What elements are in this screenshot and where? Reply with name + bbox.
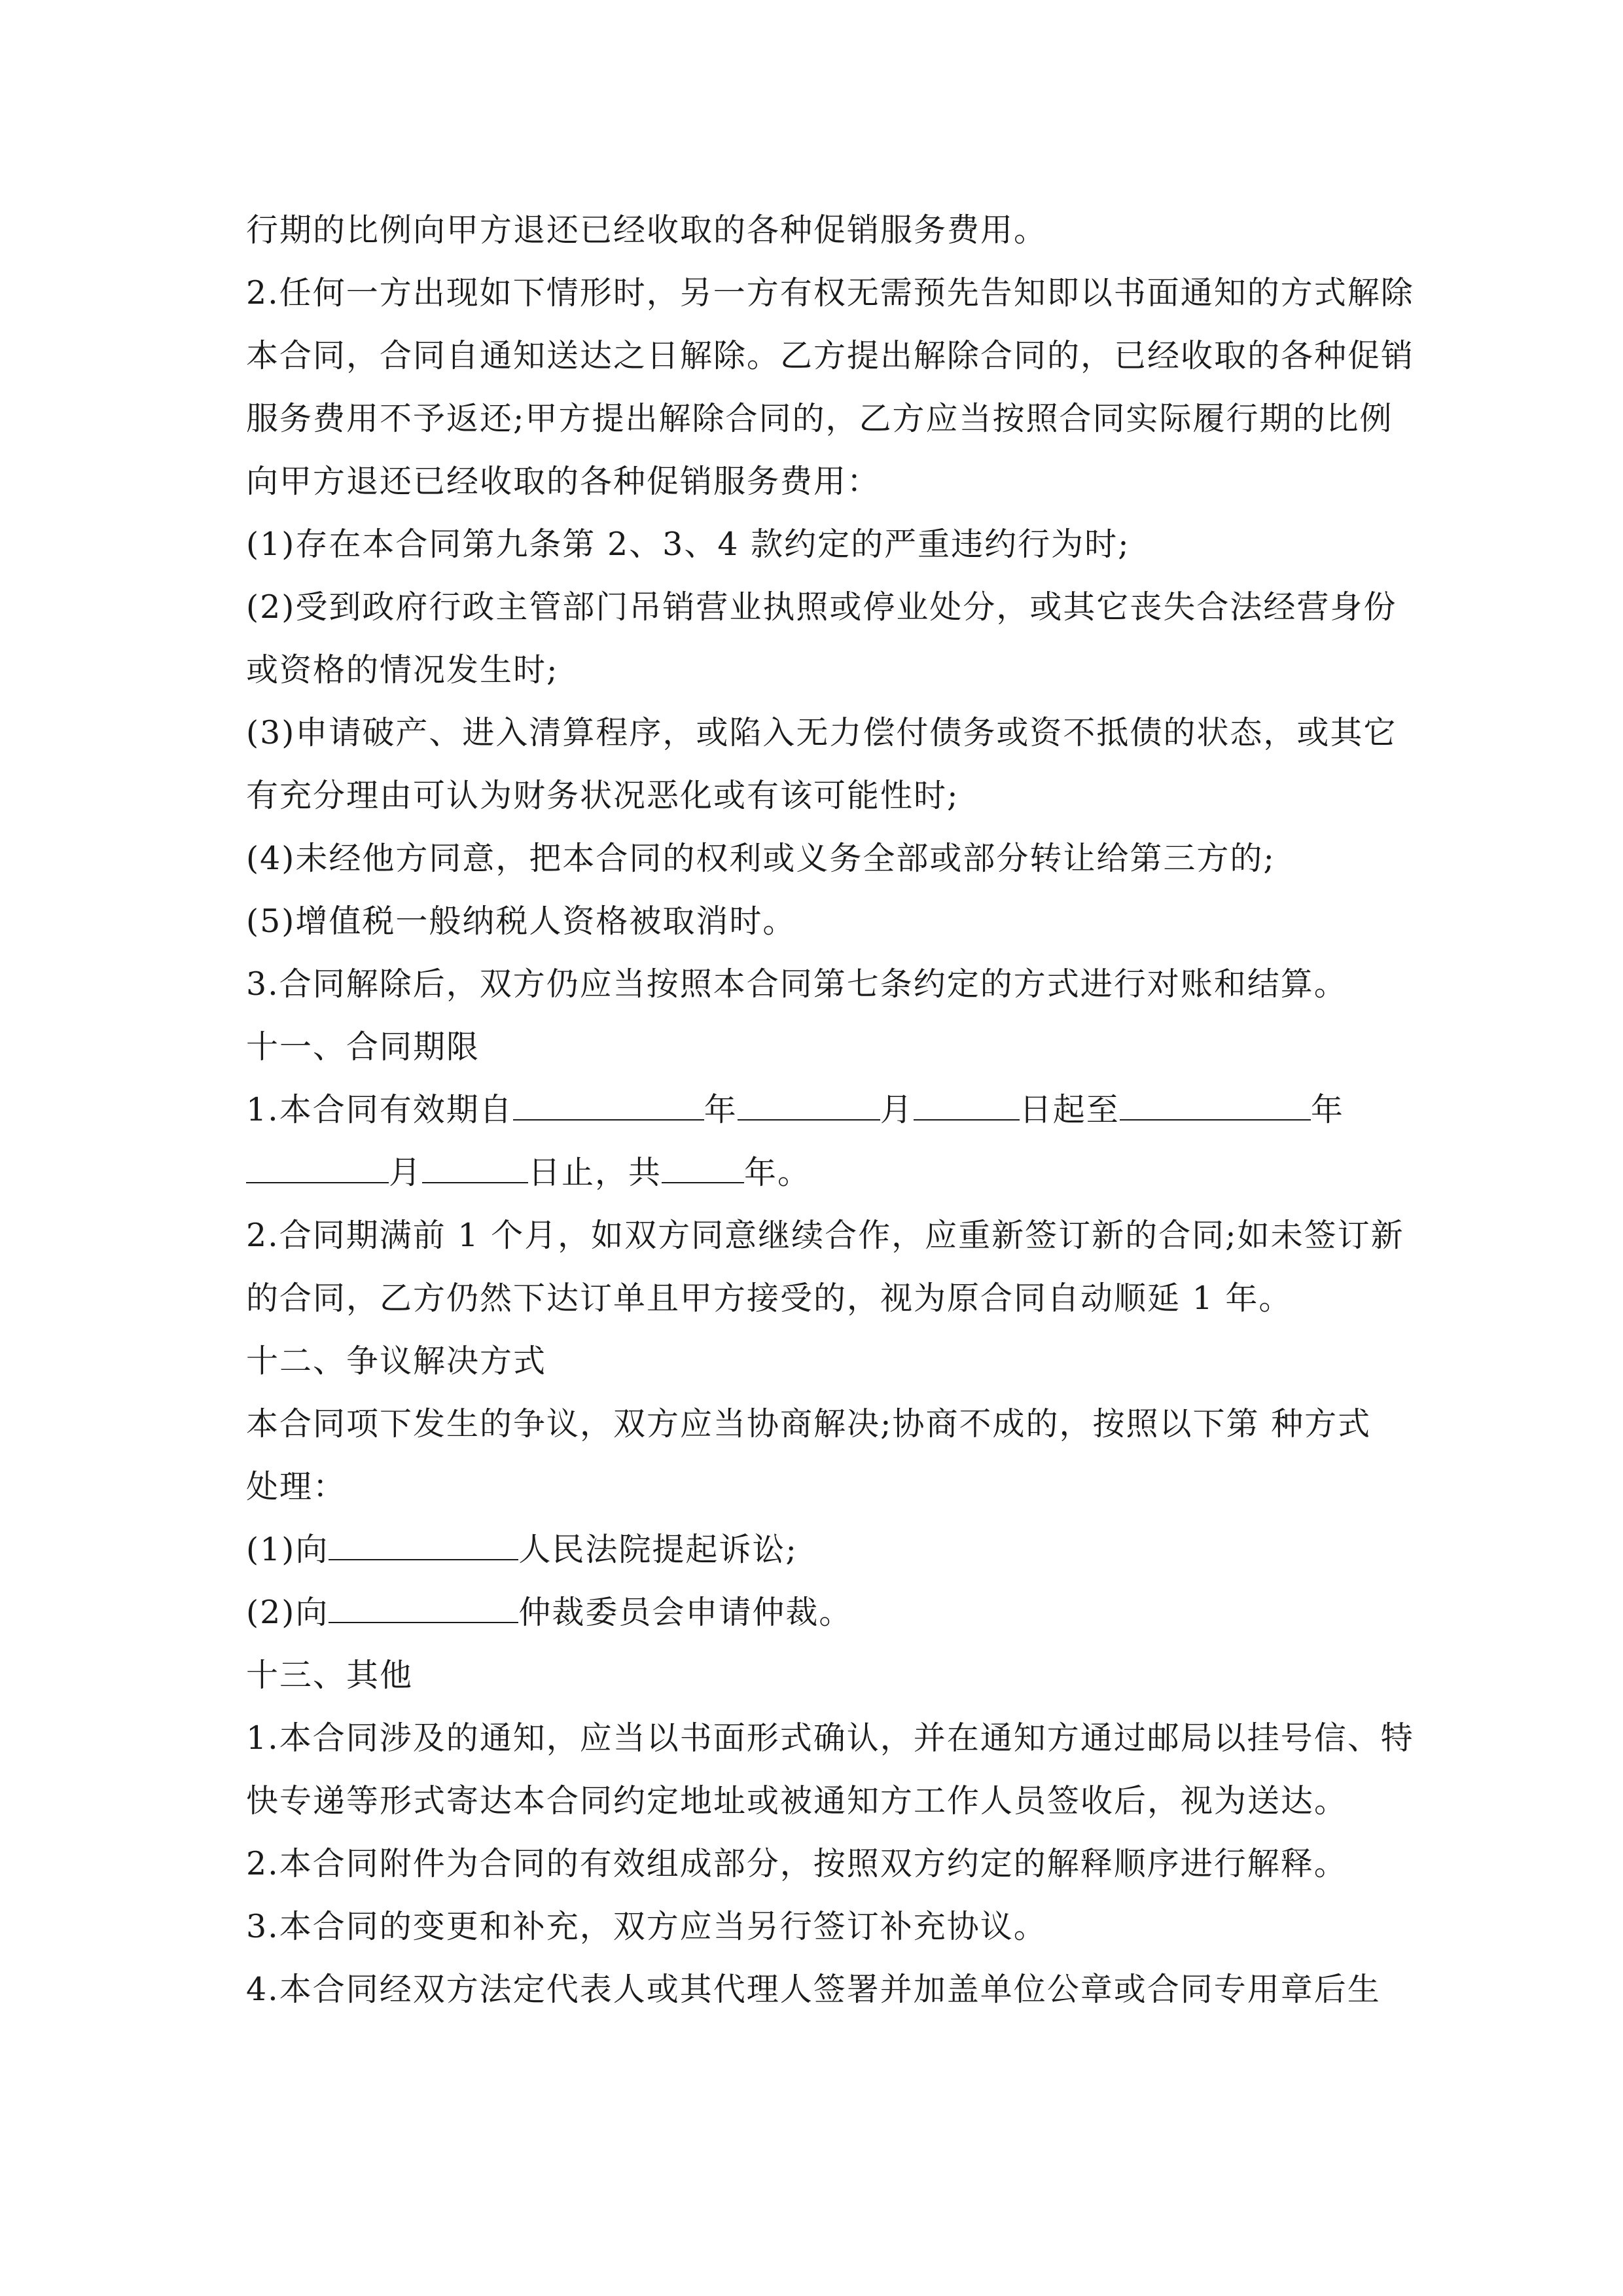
text-line: (4)未经他方同意，把本合同的权利或义务全部或部分转让给第三方的;	[246, 840, 1275, 877]
text-line: 2.合同期满前 1 个月，如双方同意继续合作，应重新签订新的合同;如未签订新	[246, 1217, 1404, 1254]
text-line: (3)申请破产、进入清算程序，或陷入无力偿付债务或资不抵债的状态，或其它	[246, 714, 1397, 751]
term-text: 日起至	[1019, 1091, 1120, 1128]
section-heading: 十一、合同期限	[246, 1028, 480, 1066]
start-month-blank[interactable]	[738, 1089, 880, 1121]
text-line: 快专递等形式寄达本合同约定地址或被通知方工作人员签收后，视为送达。	[246, 1782, 1348, 1820]
term-text: 日止，共	[528, 1154, 662, 1191]
term-text: 年	[1310, 1091, 1344, 1128]
end-year-blank[interactable]	[1120, 1089, 1311, 1121]
arbitration-text: (2)向	[246, 1594, 329, 1631]
arbitration-text: 仲裁委员会申请仲裁。	[518, 1594, 853, 1631]
court-text: (1)向	[246, 1531, 329, 1568]
text-line: 2.本合同附件为合同的有效组成部分，按照双方约定的解释顺序进行解释。	[246, 1845, 1347, 1882]
text-line: 向甲方退还已经收取的各种促销服务费用：	[246, 463, 881, 500]
court-text: 人民法院提起诉讼;	[518, 1531, 798, 1568]
term-text: 月	[880, 1091, 914, 1128]
term-line-1	[246, 1083, 1344, 1138]
text-line: 2.任何一方出现如下情形时，另一方有权无需预先告知即以书面通知的方式解除	[246, 274, 1414, 312]
text-line: 服务费用不予返还;甲方提出解除合同的，乙方应当按照合同实际履行期的比例	[246, 400, 1393, 437]
section-heading: 十二、争议解决方式	[246, 1342, 547, 1380]
text-line: 行期的比例向甲方退还已经收取的各种促销服务费用。	[246, 211, 1048, 249]
term-text: 年	[704, 1091, 738, 1128]
term-text: 1.本合同有效期自	[246, 1091, 513, 1128]
start-day-blank[interactable]	[914, 1089, 1020, 1121]
term-text: 年。	[744, 1154, 812, 1191]
arbitration-name-blank[interactable]	[329, 1592, 518, 1623]
end-day-blank[interactable]	[422, 1152, 528, 1183]
text-line: 处理：	[246, 1468, 347, 1505]
text-line: 或资格的情况发生时;	[246, 651, 559, 689]
end-month-blank[interactable]	[246, 1152, 389, 1183]
text-line: 4.本合同经双方法定代表人或其代理人签署并加盖单位公章或合同专用章后生	[246, 1971, 1381, 2008]
text-line: (5)增值税一般纳税人资格被取消时。	[246, 903, 796, 940]
text-line: 3.合同解除后，双方仍应当按照本合同第七条约定的方式进行对账和结算。	[246, 965, 1347, 1003]
text-line: (2)受到政府行政主管部门吊销营业执照或停业处分，或其它丧失合法经营身份	[246, 588, 1397, 626]
term-line-2	[246, 1145, 811, 1200]
term-years-blank[interactable]	[662, 1152, 744, 1183]
term-text: 月	[389, 1154, 423, 1191]
text-line: 有充分理由可认为财务状况恶化或有该可能性时;	[246, 777, 959, 814]
text-line: 1.本合同涉及的通知，应当以书面形式确认，并在通知方通过邮局以挂号信、特	[246, 1719, 1414, 1757]
text-line: (1)存在本合同第九条第 2、3、4 款约定的严重违约行为时;	[246, 526, 1130, 563]
arbitration-line	[246, 1585, 852, 1640]
section-heading: 十三、其他	[246, 1657, 414, 1694]
text-line: 3.本合同的变更和补充，双方应当另行签订补充协议。	[246, 1908, 1047, 1945]
text-line: 本合同项下发生的争议，双方应当协商解决;协商不成的，按照以下第 种方式	[246, 1405, 1372, 1443]
court-name-blank[interactable]	[329, 1529, 518, 1560]
text-line: 本合同，合同自通知送达之日解除。乙方提出解除合同的，已经收取的各种促销	[246, 337, 1415, 374]
text-line: 的合同，乙方仍然下达订单且甲方接受的，视为原合同自动顺延 1 年。	[246, 1280, 1293, 1317]
court-line	[246, 1522, 798, 1577]
start-year-blank[interactable]	[513, 1089, 704, 1121]
